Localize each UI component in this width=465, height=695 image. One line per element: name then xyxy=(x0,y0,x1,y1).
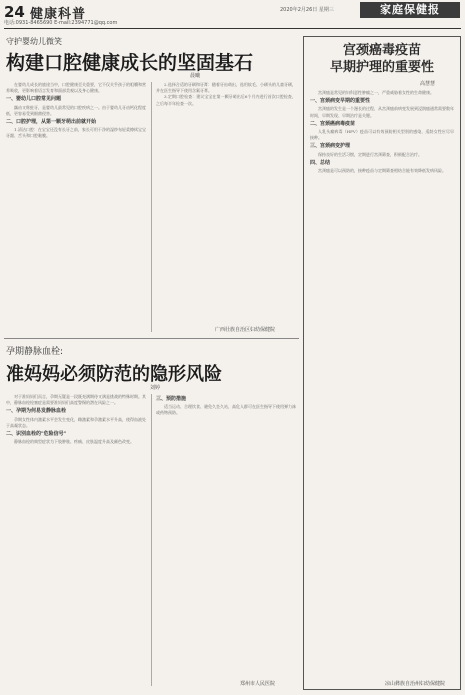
sidebar-body xyxy=(310,90,454,675)
sidebar-subhead: 三、宫颈病变护理 xyxy=(310,143,351,150)
section-name: 健康科普 xyxy=(30,7,87,22)
column-divider xyxy=(151,394,152,686)
article2-subhead: 三、预防措施 xyxy=(156,396,187,402)
sidebar-paragraph: 人乳头瘤病毒（HPV）疫苗可以有效预防相关型别的感染，适龄女性应尽早接种。 xyxy=(310,129,454,141)
contact-info: 电话:0931-8465690 E-mail:2394771@qq.com xyxy=(4,20,118,26)
sidebar-subhead: 一、宫颈病变早期的重要性 xyxy=(310,98,371,105)
article2-subhead: 二、识别血栓的"危险信号" xyxy=(6,431,67,438)
newspaper-flag: 家庭保健报 xyxy=(360,2,460,18)
sidebar-paragraph: 保持良好的生活习惯，定期进行宫颈筛查，积极配合治疗。 xyxy=(318,151,422,157)
article1-column-left xyxy=(6,82,146,332)
sidebar-subhead: 四、总结 xyxy=(310,159,331,166)
article2-credit: 郑州市人民医院 xyxy=(240,681,276,687)
article1-paragraph: 龋齿又称蛀牙，是婴幼儿最常见的口腔疾病之一。由于婴幼儿牙齿钙化程度低，更容易受到细菌侵害。 xyxy=(6,104,146,116)
article2-subhead: 一、孕期为何易发静脉血栓 xyxy=(6,408,67,415)
header-rule xyxy=(4,28,461,29)
sidebar-title-line2: 早期护理的重要性 xyxy=(329,60,434,75)
article1-column-right xyxy=(156,82,296,322)
article1-credit: 广西壮族自治区妇幼保健院 xyxy=(215,327,276,333)
article1-paragraph: 1.清洁口腔：在宝宝还没有长牙之前，家长可用干净的湿纱布轻柔擦拭宝宝牙龈、舌头和口腔黏膜。 xyxy=(6,127,146,139)
article1-subhead: 二、口腔护理，从第一颗牙萌出前就开始 xyxy=(6,119,97,126)
issue-date: 2020年2月26日 星期三 xyxy=(280,7,334,13)
page-number: 24 xyxy=(4,3,25,21)
article1-kicker: 守护婴幼儿微笑 xyxy=(6,37,62,46)
article2-byline: 刘婷 xyxy=(150,385,161,391)
article-separator xyxy=(4,338,299,339)
sidebar-title-line1: 宫颈癌毒疫苗 xyxy=(342,43,421,58)
article2-paragraph: 孕期女性体内激素水平会发生变化，雌激素和孕激素水平升高，使得血液处于高凝状态。 xyxy=(6,416,146,428)
article2-kicker: 孕期静脉血栓: xyxy=(6,347,64,357)
article2-column-left xyxy=(6,394,146,686)
column-divider xyxy=(151,82,152,332)
article1-paragraph: 2.选择合适的牙刷和牙膏：随着牙齿萌出，选用软毛、小刷头的儿童牙刷，并在医生指导下使用含氟牙膏。 xyxy=(156,82,296,94)
sidebar-paragraph: 宫颈癌是常见的妇科恶性肿瘤之一，严重威胁着女性的生命健康。 xyxy=(318,90,434,95)
article1-paragraph: 在婴幼儿成长的旅途当中，口腔健康至关重要，它不仅关乎孩子的咀嚼和营养吸收，更影响着语言发育和面部美观以及身心健康。 xyxy=(6,82,146,94)
article1-headline: 构建口腔健康成长的坚固基石 xyxy=(6,52,254,74)
sidebar-subhead: 二、宫颈癌病毒疫苗 xyxy=(310,120,356,127)
sidebar-title xyxy=(303,42,461,76)
article2-headline: 准妈妈必须防范的隐形风险 xyxy=(6,364,222,385)
sidebar-paragraph: 宫颈癌是可以预防的，接种疫苗与定期筛查相结合能有效降低发病风险。 xyxy=(318,168,446,174)
article1-subhead: 一、婴幼儿口腔常见问题 xyxy=(6,96,62,103)
article1-byline: 晨曦 xyxy=(190,73,201,79)
sidebar-byline: 高慧慧 xyxy=(420,81,436,87)
sidebar-credit: 凉山彝族自治州妇幼保健院 xyxy=(385,681,446,687)
article2-paragraph: 静脉血栓的典型症状为下肢肿胀、疼痛、皮肤温度升高及颜色改变。 xyxy=(14,439,134,445)
article2-column-right xyxy=(156,394,296,676)
article1-paragraph: 3.定期口腔检查：建议宝宝在第一颗牙萌出后6个月内进行首次口腔检查，之后每半年检查一次。 xyxy=(156,94,296,106)
article2-paragraph: 适当运动、合理饮食、避免久坐久站，高危人群可在医生指导下使用弹力袜或药物预防。 xyxy=(156,404,296,416)
sidebar-paragraph: 宫颈癌的发生是一个漫长的过程，从宫颈癌前病变发展到浸润癌通常需要数年时间，早期发现、早期治疗是关键。 xyxy=(310,106,454,118)
article2-paragraph: 对于准妈妈们而言，孕期无疑是一段既充满期待又满是挑战的特殊时期。其中，静脉血栓栓塞症是需要准妈妈们高度警惕的潜在风险之一。 xyxy=(6,394,146,406)
